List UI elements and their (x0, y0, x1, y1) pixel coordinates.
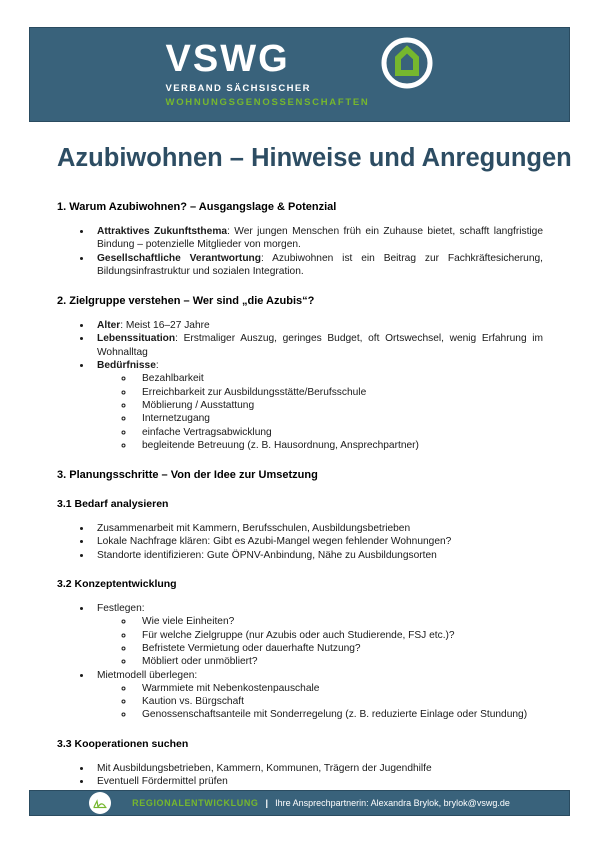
list-item-text: : (155, 360, 159, 372)
vswg-brand-wordmark: VSWG (165, 37, 290, 80)
list-item-text: Festlegen: (97, 603, 145, 615)
list-item-label: Alter (97, 320, 121, 332)
list-item: ◦ begleitende Betreuung (z. B. Hausordnung, Ansprechpartner) (134, 439, 543, 452)
list-item (92, 225, 543, 252)
footer-text (132, 798, 510, 808)
section-3-2-heading: 3.2 Konzeptentwicklung (57, 578, 177, 591)
list-item-text: : Erstmaliger Auszug, geringes Budget, oft Ortswechsel, wenig Erfahrung im Wohnalltag (97, 333, 543, 358)
list-item (92, 359, 543, 452)
section-3-2-list (57, 602, 543, 722)
list-item: ◦ Bezahlbarkeit (134, 372, 543, 385)
list-item: ◦ Internetzugang (134, 412, 543, 425)
header-banner (29, 27, 570, 122)
list-item-text: : Azubiwohnen ist ein Beitrag zur Fachkräftesicherung, Bildungsinfrastruktur und sozialen Integration. (97, 252, 544, 277)
footer-separator: | (265, 798, 269, 808)
list-item: • Eventuell Fördermittel prüfen (92, 775, 543, 788)
list-item-text: Mietmodell überlegen: (97, 669, 198, 681)
section-3-1-heading: 3.1 Bedarf analysieren (57, 498, 169, 511)
regionalentwicklung-icon (89, 792, 111, 814)
list-item (92, 602, 543, 668)
list-item (92, 319, 543, 332)
mietmodell-sublist (97, 682, 543, 722)
list-item-label: Bedürfnisse (97, 360, 156, 372)
list-item: ◦ Kaution vs. Bürgschaft (134, 695, 543, 708)
section-3-1-list (57, 522, 543, 562)
list-item-label: Attraktives Zukunftsthema (97, 226, 228, 237)
list-item: ◦ Warmmiete mit Nebenkostenpauschale (134, 682, 543, 695)
vswg-logo (165, 37, 434, 108)
needs-sublist (97, 372, 543, 452)
list-item: ◦ Möblierung / Ausstattung (134, 399, 543, 412)
section-3-3-list (57, 762, 543, 789)
list-item: ◦ Möbliert oder unmöbliert? (134, 655, 543, 668)
section-2-heading: 2. Zielgruppe verstehen – Wer sind „die Azubis“? (57, 295, 315, 308)
section-2-list (57, 319, 543, 452)
list-item: • Zusammenarbeit mit Kammern, Berufsschulen, Ausbildungsbetrieben (92, 522, 543, 535)
list-item: ◦ Genossenschaftsanteile mit Sonderregelung (z. B. reduzierte Einlage oder Stundung) (134, 708, 543, 721)
footer-contact: Ihre Ansprechpartnerin: Alexandra Brylok, brylok@vswg.de (275, 798, 510, 808)
vswg-subtitle-line2: WOHNUNGSGENOSSENSCHAFTEN (165, 96, 370, 108)
list-item: • Standorte identifizieren: Gute ÖPNV-Anbindung, Nähe zu Ausbildungsorten (92, 549, 543, 562)
house-circle-icon (381, 37, 433, 94)
section-3-heading: 3. Planungsschritte – Von der Idee zur Umsetzung (57, 469, 318, 482)
list-item: • Lokale Nachfrage klären: Gibt es Azubi-Mangel wegen fehlender Wohnungen? (92, 535, 543, 548)
page-title: Azubiwohnen – Hinweise und Anregungen (57, 144, 572, 172)
list-item-label: Gesellschaftliche Verantwortung (97, 252, 261, 264)
footer-banner (29, 790, 570, 816)
vswg-subtitle-line1: VERBAND SÄCHSISCHER (165, 82, 311, 94)
list-item: ◦ Befristete Vermietung oder dauerhafte Nutzung? (134, 642, 543, 655)
list-item: • Mit Ausbildungsbetrieben, Kammern, Kommunen, Trägern der Jugendhilfe (92, 762, 543, 775)
list-item-label: Lebenssituation (97, 333, 176, 345)
list-item (92, 252, 543, 279)
section-1-list (57, 225, 543, 278)
section-3-3-heading: 3.3 Kooperationen suchen (57, 737, 189, 750)
footer-department: REGIONALENTWICKLUNG (132, 798, 259, 808)
list-item: ◦ Wie viele Einheiten? (134, 615, 543, 628)
festlegen-sublist (97, 615, 543, 668)
list-item (92, 332, 543, 359)
section-1-heading: 1. Warum Azubiwohnen? – Ausgangslage & Potenzial (57, 201, 337, 213)
list-item-text: : Meist 16–27 Jahre (120, 320, 210, 332)
list-item: ◦ Erreichbarkeit zur Ausbildungsstätte/Berufsschule (134, 386, 543, 399)
list-item: ◦ Für welche Zielgruppe (nur Azubis oder auch Studierende, FSJ etc.)? (134, 629, 543, 642)
list-item-text: : Wer jungen Menschen früh ein Zuhause bietet, schafft langfristige Bindung – potenzielle Mitglieder von morgen. (97, 226, 543, 251)
list-item (92, 669, 543, 722)
vswg-logo-text (165, 37, 370, 108)
list-item: ◦ einfache Vertragsabwicklung (134, 426, 543, 439)
document-body (57, 143, 572, 788)
